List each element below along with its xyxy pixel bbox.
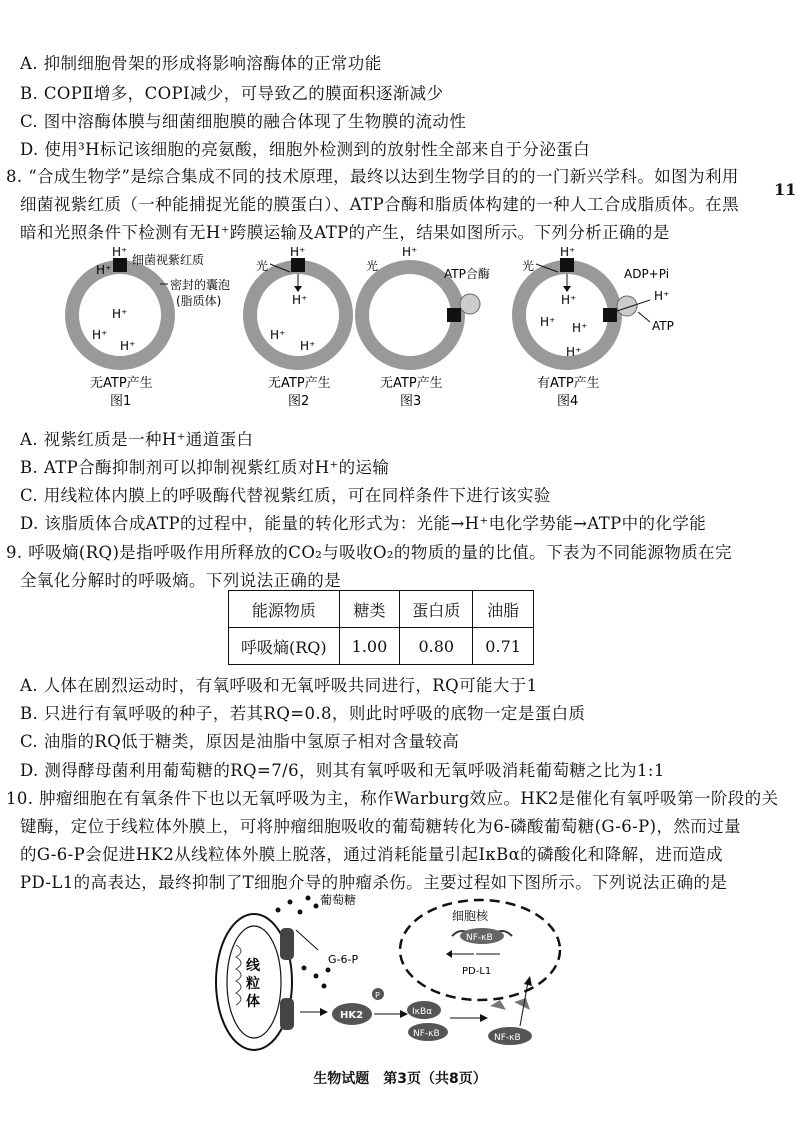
panel2-result: 无ATP产生 [268, 376, 331, 391]
g6p-dots [302, 966, 331, 989]
q8-stem-line3: 暗和光照条件下检测有无H⁺跨膜运输及ATP的产生，结果如图所示。下列分析正确的是 [20, 223, 670, 242]
panel4-h-in2: H⁺ [540, 315, 556, 329]
panel1-h-in2: H⁺ [92, 328, 108, 342]
nucleus [400, 900, 560, 1000]
panel4-h-in4: H⁺ [566, 345, 582, 359]
panel2-h-in2: H⁺ [270, 328, 286, 342]
panel-1 [72, 245, 230, 409]
panel3-caption: 图3 [400, 394, 422, 409]
panel2-h-in1: H⁺ [292, 293, 308, 307]
nfkb-free-label: NF-κB [494, 1033, 521, 1043]
page-footer: 生物试题 第3页（共8页） [313, 1071, 487, 1087]
nfkb-label: NF-κB [413, 1029, 440, 1039]
q9-stem-line2: 全氧化分解时的呼吸熵。下列说法正确的是 [20, 571, 342, 590]
panel3-result: 无ATP产生 [380, 376, 443, 391]
rq-header-cell: 油脂 [473, 591, 534, 628]
q10-stem-line2: 键酶，定位于线粒体外膜上，可将肿瘤细胞吸收的葡萄糖转化为6-磷酸葡萄糖(G-6-P)，然而过量 [20, 817, 741, 836]
pdl1-label: PD-L1 [462, 966, 492, 977]
q8-stem-line1: 8. “合成生物学”是综合集成不同的技术原理，最终以达到生物学目的的一门新兴学科。如图为利用 [6, 167, 739, 186]
hk2-label: HK2 [340, 1010, 364, 1021]
panel-2 [250, 245, 346, 409]
q7-option-b: B. COPⅡ增多，COPⅠ减少，可导致乙的膜面积逐渐减少 [20, 84, 444, 103]
panel1-h-in1: H⁺ [112, 307, 128, 321]
mito-char-1: 线 [246, 958, 260, 974]
atp-synthase-label: ATP合酶 [444, 267, 490, 281]
q9-stem-line1: 9. 呼吸熵(RQ)是指呼吸作用所释放的CO₂与吸收O₂的物质的量的比值。下表为不同能源物质在完 [6, 543, 732, 562]
panel3-light: 光 [366, 259, 379, 273]
panel2-h-top: H⁺ [290, 245, 306, 259]
mitochondrion [216, 914, 294, 1050]
panel2-caption: 图2 [288, 394, 310, 409]
rq-cell: 1.00 [339, 628, 400, 665]
rhodopsin-label: 细菌视紫红质 [132, 253, 205, 267]
q8-option-c: C. 用线粒体内膜上的呼吸酶代替视紫红质，可在同样条件下进行该实验 [20, 486, 551, 505]
q10-stem-line3: 的G-6-P会促进HK2从线粒体外膜上脱落，通过消耗能量引起IκBα的磷酸化和降解，进而造成 [20, 845, 723, 864]
q9-option-b: B. 只进行有氧呼吸的种子，若其RQ=0.8，则此时呼吸的底物一定是蛋白质 [20, 704, 586, 723]
rq-cell: 呼吸熵(RQ) [229, 628, 340, 665]
nucleus-label: 细胞核 [452, 909, 489, 923]
q10-figure [0, 890, 800, 1062]
panel4-result: 有ATP产生 [537, 376, 600, 391]
nucleus-nfkb-label: NF-κB [466, 933, 493, 943]
phosphate-label: P [375, 991, 380, 1000]
atp-label: ATP [652, 319, 674, 333]
panel1-h-in3: H⁺ [120, 339, 136, 353]
ikba-label: IκBα [412, 1007, 433, 1017]
q8-stem-line2: 细菌视紫红质（一种能捕捉光能的膜蛋白）、ATP合酶和脂质体构建的一种人工合成脂质体。在黑 [20, 195, 739, 214]
rq-header-cell: 能源物质 [229, 591, 340, 628]
q8-figure [0, 242, 800, 417]
rq-table [228, 590, 534, 665]
q9-option-d: D. 测得酵母菌利用葡萄糖的RQ=7/6，则其有氧呼吸和无氧呼吸消耗葡萄糖之比为1:1 [20, 761, 665, 780]
q8-option-b: B. ATP合酶抑制剂可以抑制视紫红质对H⁺的运输 [20, 458, 390, 477]
panel-4 [519, 245, 674, 409]
panel1-result: 无ATP产生 [90, 376, 153, 391]
liposome-label-2: (脂质体) [176, 294, 222, 308]
q10-stem-line4: PD-L1的高表达，最终抑制了T细胞介导的肿瘤杀伤。主要过程如下图所示。下列说法正确的是 [20, 873, 728, 892]
panel4-light: 光 [522, 259, 535, 273]
mito-char-2: 粒 [246, 976, 260, 992]
panel4-caption: 图4 [557, 394, 579, 409]
rq-cell: 0.80 [400, 628, 473, 665]
q8-option-d: D. 该脂质体合成ATP的过程中，能量的转化形式为：光能→H⁺电化学势能→ATP中的化学能 [20, 514, 707, 533]
q7-option-c: C. 图中溶酶体膜与细菌细胞膜的融合体现了生物膜的流动性 [20, 112, 467, 131]
panel4-h-in3: H⁺ [572, 321, 588, 335]
adp-pi-label: ADP+Pi [624, 267, 670, 281]
panel4-h-out: H⁺ [654, 289, 670, 303]
q7-option-a: A. 抑制细胞骨架的形成将影响溶酶体的正常功能 [20, 54, 382, 73]
panel1-h-top: H⁺ [112, 245, 128, 259]
panel1-h-left: H⁺ [96, 263, 112, 277]
q7-option-d: D. 使用³H标记该细胞的亮氨酸，细胞外检测到的放射性全部来自于分泌蛋白 [20, 140, 591, 159]
q9-option-a: A. 人体在剧烈运动时，有氧呼吸和无氧呼吸共同进行，RQ可能大于1 [20, 676, 538, 695]
rq-header-cell: 蛋白质 [400, 591, 473, 628]
panel4-h-top: H⁺ [560, 245, 576, 259]
mito-char-3: 体 [246, 994, 260, 1010]
q10-stem-line1: 10. 肿瘤细胞在有氧条件下也以无氧呼吸为主，称作Warburg效应。HK2是催化有氧呼吸第一阶段的关 [6, 789, 779, 808]
panel2-light: 光 [256, 259, 269, 273]
liposome-label-1: 密封的囊泡 [170, 278, 231, 292]
side-mark: 11 [774, 180, 797, 199]
rq-cell: 0.71 [473, 628, 534, 665]
glucose-dots [276, 892, 357, 915]
rq-table-header [229, 591, 534, 628]
panel1-caption: 图1 [110, 394, 132, 409]
panel-3 [362, 245, 490, 409]
q8-option-a: A. 视紫红质是一种H⁺通道蛋白 [20, 430, 254, 449]
rq-table-row [229, 628, 534, 665]
glucose-label: 葡萄糖 [320, 893, 357, 907]
rq-header-cell: 糖类 [339, 591, 400, 628]
g6p-label: G-6-P [328, 953, 359, 966]
panel4-h-in1: H⁺ [561, 293, 577, 307]
panel2-h-in3: H⁺ [300, 339, 316, 353]
q9-option-c: C. 油脂的RQ低于糖类，原因是油脂中氢原子相对含量较高 [20, 732, 460, 751]
panel3-h-top: H⁺ [402, 245, 418, 259]
